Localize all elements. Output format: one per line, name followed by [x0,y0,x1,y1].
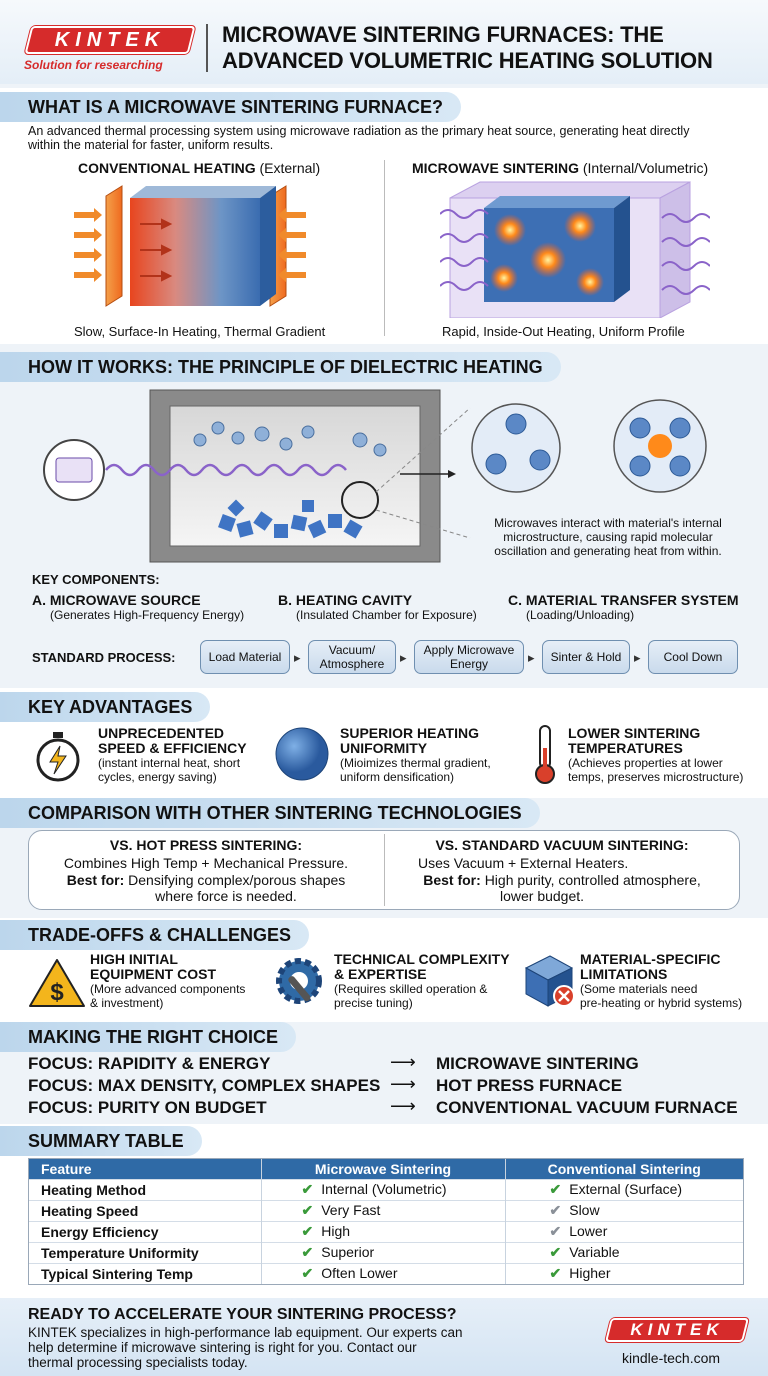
choice-section [0,1022,768,1124]
svg-text:$: $ [50,979,64,1006]
advantages-section [0,688,768,798]
choice-result-2: HOT PRESS FURNACE [436,1076,623,1095]
cell-value: Variable [569,1244,620,1260]
tradeoffs-title: TRADE-OFFS & CHALLENGES [0,920,309,950]
tradeoffs-section [0,918,768,1022]
vacuum-best-label: Best for: [423,872,481,888]
advantage-lower-temp [568,726,743,784]
adv-speed-d1: (instant internal heat, short [98,756,241,770]
gear-wrench-icon [270,952,328,1010]
tradeoff-material-t1: MATERIAL-SPECIFIC [580,951,721,967]
check-icon: ✔ [301,1202,314,1218]
check-icon: ✔ [549,1181,562,1197]
tradeoff-complexity-t1: TECHNICAL COMPLEXITY [334,951,510,967]
row-microwave [261,1263,505,1284]
summary-title: SUMMARY TABLE [0,1126,202,1156]
row-conventional [505,1179,743,1200]
process-step-vacuum: Vacuum/ Atmosphere [308,640,396,674]
adv-temp-t2: TEMPERATURES [568,740,683,756]
table-row [29,1179,743,1200]
check-icon: ✔ [301,1265,314,1282]
comparison-section [0,798,768,918]
table-row [29,1200,743,1221]
cell-value: External (Surface) [569,1181,683,1197]
adv-temp-d2: temps, preserves microstructure) [568,770,744,784]
check-icon: ✔ [301,1244,314,1260]
check-icon: ✔ [301,1181,314,1197]
process-step-load: Load Material [200,640,290,674]
process-arrow-4: ▸ [634,650,641,665]
process-step-microwave: Apply Microwave Energy [414,640,524,674]
explain-line-3: oscillation and generating heat from within. [494,544,722,558]
table-row [29,1263,743,1284]
adv-speed-d2: cycles, energy saving) [98,770,217,784]
choice-focus-1: FOCUS: RAPIDITY & ENERGY [28,1054,271,1073]
cell-value: Higher [569,1265,611,1282]
cell-value: Often Lower [321,1265,398,1282]
component-c [508,592,739,622]
process-arrow-1: ▸ [294,650,301,665]
hot-press-best [28,872,384,888]
hot-press-best-2: where force is needed. [155,888,297,904]
comparison-hot-press [28,836,384,904]
vacuum-line: Uses Vacuum + External Heaters. [418,855,629,871]
cell-value: Internal (Volumetric) [321,1181,447,1197]
footer-line-3: thermal processing specialists today. [28,1355,248,1370]
mw-title: MICROWAVE SINTERING [412,160,579,176]
component-a-name: A. MICROWAVE SOURCE [32,592,201,608]
mw-caption: Rapid, Inside-Out Heating, Uniform Profile [442,324,685,339]
cell-value: Very Fast [321,1202,381,1218]
table-row [29,1242,743,1263]
microwave-heading [412,160,708,176]
tradeoff-material [580,952,742,1010]
hot-press-line: Combines High Temp + Mechanical Pressure. [63,855,349,871]
footer-logo-text: KINTEK [630,1320,724,1339]
material-cube-x-icon [520,952,578,1010]
footer-cta: READY TO ACCELERATE YOUR SINTERING PROCESS? [28,1306,457,1323]
how-explain [468,516,748,558]
component-a [32,592,244,622]
tradeoff-complexity [334,952,510,1010]
footer-line-1: KINTEK specializes in high-performance lab equipment. Our experts can [28,1325,463,1340]
comparison-vacuum [384,836,740,904]
mw-sub: (Internal/Volumetric) [582,160,709,176]
explain-line-2: microstructure, causing rapid molecular [503,530,713,544]
adv-uniform-t1: SUPERIOR HEATING [340,725,479,741]
table-row [29,1221,743,1242]
conventional-heating-illustration [70,182,310,312]
conv-title: CONVENTIONAL HEATING [78,160,256,176]
choice-result-3: CONVENTIONAL VACUUM FURNACE [436,1098,738,1117]
tradeoff-cost-d1: (More advanced components [90,982,246,996]
check-icon: ✔ [549,1223,562,1239]
thermometer-icon [530,724,560,786]
tradeoff-cost-t1: HIGH INITIAL [90,951,178,967]
vacuum-best [384,872,740,888]
cell-value: High [321,1223,351,1239]
component-c-name: C. MATERIAL TRANSFER SYSTEM [508,592,739,608]
stopwatch-icon [30,728,86,784]
check-icon: ✔ [301,1223,314,1239]
tradeoff-material-d2: pre-heating or hybrid systems) [580,996,743,1010]
what-section [0,88,768,344]
kintek-logo[interactable] [25,26,196,54]
adv-speed-t1: UNPRECEDENTED [98,725,225,741]
choice-arrow-1: ⟶ [390,1052,416,1072]
advantage-speed [98,726,247,784]
row-microwave [261,1242,505,1263]
what-desc-1: An advanced thermal processing system using microwave radiation as the primary heat source, generating heat directly [28,124,690,138]
adv-uniform-d2: uniform densification) [340,770,455,784]
summary-table [29,1159,743,1284]
what-section-title: WHAT IS A MICROWAVE SINTERING FURNACE? [0,92,461,122]
choice-result-1: MICROWAVE SINTERING [436,1054,639,1073]
row-feature: Temperature Uniformity [29,1242,261,1263]
tradeoff-complexity-d1: (Requires skilled operation & [334,982,488,996]
components-title: KEY COMPONENTS: [32,572,160,587]
choice-focus-2: FOCUS: MAX DENSITY, COMPLEX SHAPES [28,1076,381,1095]
tagline: Solution for researching [24,58,163,72]
row-microwave [261,1221,505,1242]
process-arrow-2: ▸ [400,650,407,665]
header [0,0,768,84]
choice-focus-3: FOCUS: PURITY ON BUDGET [28,1098,267,1117]
tradeoff-cost-t2: EQUIPMENT COST [90,966,217,982]
component-c-desc: (Loading/Unloading) [526,608,635,622]
choice-title: MAKING THE RIGHT CHOICE [0,1022,296,1052]
cell-value: Lower [569,1223,608,1239]
adv-uniform-t2: UNIFORMITY [340,740,428,756]
footer-url[interactable]: kindle-tech.com [622,1350,721,1366]
tradeoff-complexity-d2: precise tuning) [334,996,413,1010]
tradeoff-cost-d2: & investment) [90,996,164,1010]
col-microwave: Microwave Sintering [261,1159,505,1179]
vacuum-head: VS. STANDARD VACUUM SINTERING: [435,837,689,853]
conv-caption: Slow, Surface-In Heating, Thermal Gradient [74,324,326,339]
how-section-title: HOW IT WORKS: THE PRINCIPLE OF DIELECTRIC HEATING [0,352,561,382]
tradeoff-material-d1: (Some materials need [580,982,698,996]
component-b [278,592,477,622]
row-feature: Heating Speed [29,1200,261,1221]
row-conventional [505,1242,743,1263]
tradeoff-cost [90,952,245,1010]
process-step-cool: Cool Down [648,640,738,674]
row-feature: Typical Sintering Temp [29,1263,261,1284]
choice-arrow-3: ⟶ [390,1096,416,1116]
footer [0,1298,768,1376]
vacuum-best-1: High purity, controlled atmosphere, [484,872,701,888]
page-title-line-1: MICROWAVE SINTERING FURNACES: THE [222,22,664,47]
col-conventional: Conventional Sintering [505,1159,743,1179]
choice-arrow-2: ⟶ [390,1074,416,1094]
microwave-heating-illustration [440,178,710,318]
adv-speed-t2: SPEED & EFFICIENCY [98,740,247,756]
process-arrow-3: ▸ [528,650,535,665]
footer-logo[interactable] [605,1318,749,1342]
tradeoff-material-t2: LIMITATIONS [580,966,668,982]
page-title-line-2: ADVANCED VOLUMETRIC HEATING SOLUTION [222,48,713,73]
tradeoff-complexity-t2: & EXPERTISE [334,966,427,982]
advantages-title: KEY ADVANTAGES [0,692,210,722]
hot-press-best-1: Densifying complex/porous shapes [128,872,346,888]
adv-temp-t1: LOWER SINTERING [568,725,701,741]
row-microwave [261,1179,505,1200]
row-microwave [261,1200,505,1221]
microwave-oven-icon [56,458,92,482]
how-section [0,348,768,684]
check-icon: ✔ [549,1244,562,1260]
summary-section [0,1124,768,1298]
row-feature: Heating Method [29,1179,261,1200]
hot-press-head: VS. HOT PRESS SINTERING: [109,837,303,853]
conventional-heading [78,160,320,176]
component-b-name: B. HEATING CAVITY [278,592,413,608]
cell-value: Superior [321,1244,375,1260]
header-divider [206,24,208,72]
process-step-sinter: Sinter & Hold [542,640,630,674]
uniform-sphere-icon [274,726,330,782]
check-icon: ✔ [549,1265,562,1282]
summary-table-wrap [28,1158,744,1285]
section-divider [384,160,385,336]
table-header-row [29,1159,743,1179]
process-label: STANDARD PROCESS: [32,650,176,665]
row-conventional [505,1263,743,1284]
row-conventional [505,1221,743,1242]
logo-text: KINTEK [54,29,166,51]
footer-line-2: help determine if microwave sintering is right for you. Contact our [28,1340,417,1355]
row-feature: Energy Efficiency [29,1221,261,1242]
hot-press-best-label: Best for: [66,872,125,888]
cost-warning-icon [28,958,86,1008]
what-desc-2: within the material for faster, uniform results. [28,138,274,152]
component-a-desc: (Generates High-Frequency Energy) [50,608,245,622]
col-feature: Feature [29,1159,261,1179]
comparison-title: COMPARISON WITH OTHER SINTERING TECHNOLOGIES [0,798,540,828]
adv-uniform-d1: (Mioimizes thermal gradient, [340,756,491,770]
explain-line-1: Microwaves interact with material's internal [494,516,722,530]
conv-sub: (External) [259,160,321,176]
adv-temp-d1: (Achieves properties at lower [568,756,723,770]
vacuum-best-2: lower budget. [499,888,585,904]
advantage-uniformity [340,726,491,784]
check-icon: ✔ [549,1202,562,1218]
component-b-desc: (Insulated Chamber for Exposure) [296,608,477,622]
row-conventional [505,1200,743,1221]
cell-value: Slow [569,1202,600,1218]
